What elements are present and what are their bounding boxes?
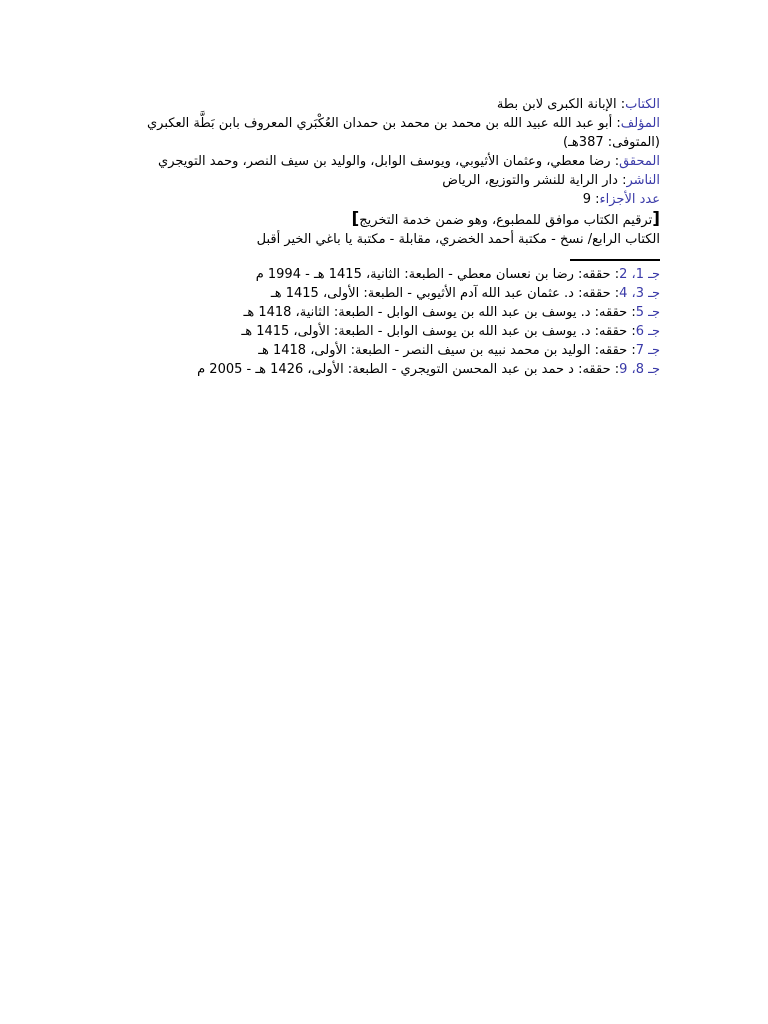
volume-number: جـ 5 <box>635 305 660 320</box>
parts-value: 9 <box>582 192 592 207</box>
note-close-bracket: ] <box>351 209 360 229</box>
book-label: الكتاب <box>625 97 660 112</box>
editor-value: رضا معطي، وعثمان الأثيوبي، ويوسف الوابل، والوليد بن سيف النصر، وحمد التويجري <box>158 154 611 169</box>
volumes-list <box>100 265 660 379</box>
publisher-row: الناشر: دار الراية للنشر والتوزيع، الرياض <box>442 173 660 188</box>
volume-text: حققه: الوليد بن محمد نبيه بن سيف النصر - الطبعة: الأولى، 1418 هـ <box>258 343 628 358</box>
volume-number: جـ 3، 4 <box>619 286 660 301</box>
book-info <box>100 95 660 379</box>
editor-label: المحقق <box>619 154 660 169</box>
volume-number: جـ 6 <box>635 324 660 339</box>
note-text: ترقيم الكتاب موافق للمطبوع، وهو ضمن خدمة التخريج <box>359 213 653 228</box>
author-label: المؤلف <box>620 116 660 131</box>
volume-item: جـ 8، 9: حققه: د حمد بن عبد المحسن التويجري - الطبعة: الأولى، 1426 هـ - 2005 م <box>197 362 660 377</box>
volume-text: حققه: د حمد بن عبد المحسن التويجري - الطبعة: الأولى، 1426 هـ - 2005 م <box>197 362 611 377</box>
volume-item: جـ 7: حققه: الوليد بن محمد نبيه بن سيف النصر - الطبعة: الأولى، 1418 هـ <box>258 343 660 358</box>
volume-number: جـ 1، 2 <box>619 267 660 282</box>
volume-item: جـ 1، 2: حققه: رضا بن نعسان معطي - الطبعة: الثانية، 1415 هـ - 1994 م <box>255 267 660 282</box>
publisher-label: الناشر <box>626 173 660 188</box>
volume-number: جـ 8، 9 <box>619 362 660 377</box>
parts-label: عدد الأجزاء <box>599 192 660 207</box>
author-row: المؤلف: أبو عبد الله عبيد الله بن محمد بن محمد بن حمدان العُكْبَري المعروف بابن بَطَّة العكبري (المتوفى: 387هـ) <box>147 116 660 150</box>
numbering-note <box>100 210 660 230</box>
book-title-row: الكتاب: الإبانة الكبرى لابن بطة <box>496 97 660 112</box>
volume-text: حققه: د. يوسف بن عبد الله بن يوسف الوابل - الطبعة: الثانية، 1418 هـ <box>243 305 628 320</box>
volume-text: حققه: رضا بن نعسان معطي - الطبعة: الثانية، 1415 هـ - 1994 م <box>255 267 611 282</box>
editor-row: المحقق: رضا معطي، وعثمان الأثيوبي، ويوسف الوابل، والوليد بن سيف النصر، وحمد التويجري <box>158 154 660 169</box>
book-value: الإبانة الكبرى لابن بطة <box>496 97 617 112</box>
volume-text: حققه: د. عثمان عبد الله آدم الأثيوبي - الطبعة: الأولى، 1415 هـ <box>270 286 611 301</box>
parts-row: عدد الأجزاء: 9 <box>582 192 660 207</box>
note-open-bracket: [ <box>652 209 660 229</box>
volume-number: جـ 7 <box>635 343 660 358</box>
volume-item: جـ 6: حققه: د. يوسف بن عبد الله بن يوسف الوابل - الطبعة: الأولى، 1415 هـ <box>241 324 660 339</box>
volume-item: جـ 3، 4: حققه: د. عثمان عبد الله آدم الأثيوبي - الطبعة: الأولى، 1415 هـ <box>270 286 660 301</box>
volume-item: جـ 5: حققه: د. يوسف بن عبد الله بن يوسف الوابل - الطبعة: الثانية، 1418 هـ <box>243 305 660 320</box>
author-value: أبو عبد الله عبيد الله بن محمد بن محمد بن حمدان العُكْبَري المعروف بابن بَطَّة العكبري (المتوفى: 387هـ) <box>147 116 660 150</box>
publisher-value: دار الراية للنشر والتوزيع، الرياض <box>442 173 618 188</box>
footnote-divider <box>570 259 660 261</box>
volume-text: حققه: د. يوسف بن عبد الله بن يوسف الوابل - الطبعة: الأولى، 1415 هـ <box>241 324 628 339</box>
source-line: الكتاب الرابع/ نسخ - مكتبة أحمد الخضري، مقابلة - مكتبة يا باغي الخير أقبل <box>256 232 660 247</box>
